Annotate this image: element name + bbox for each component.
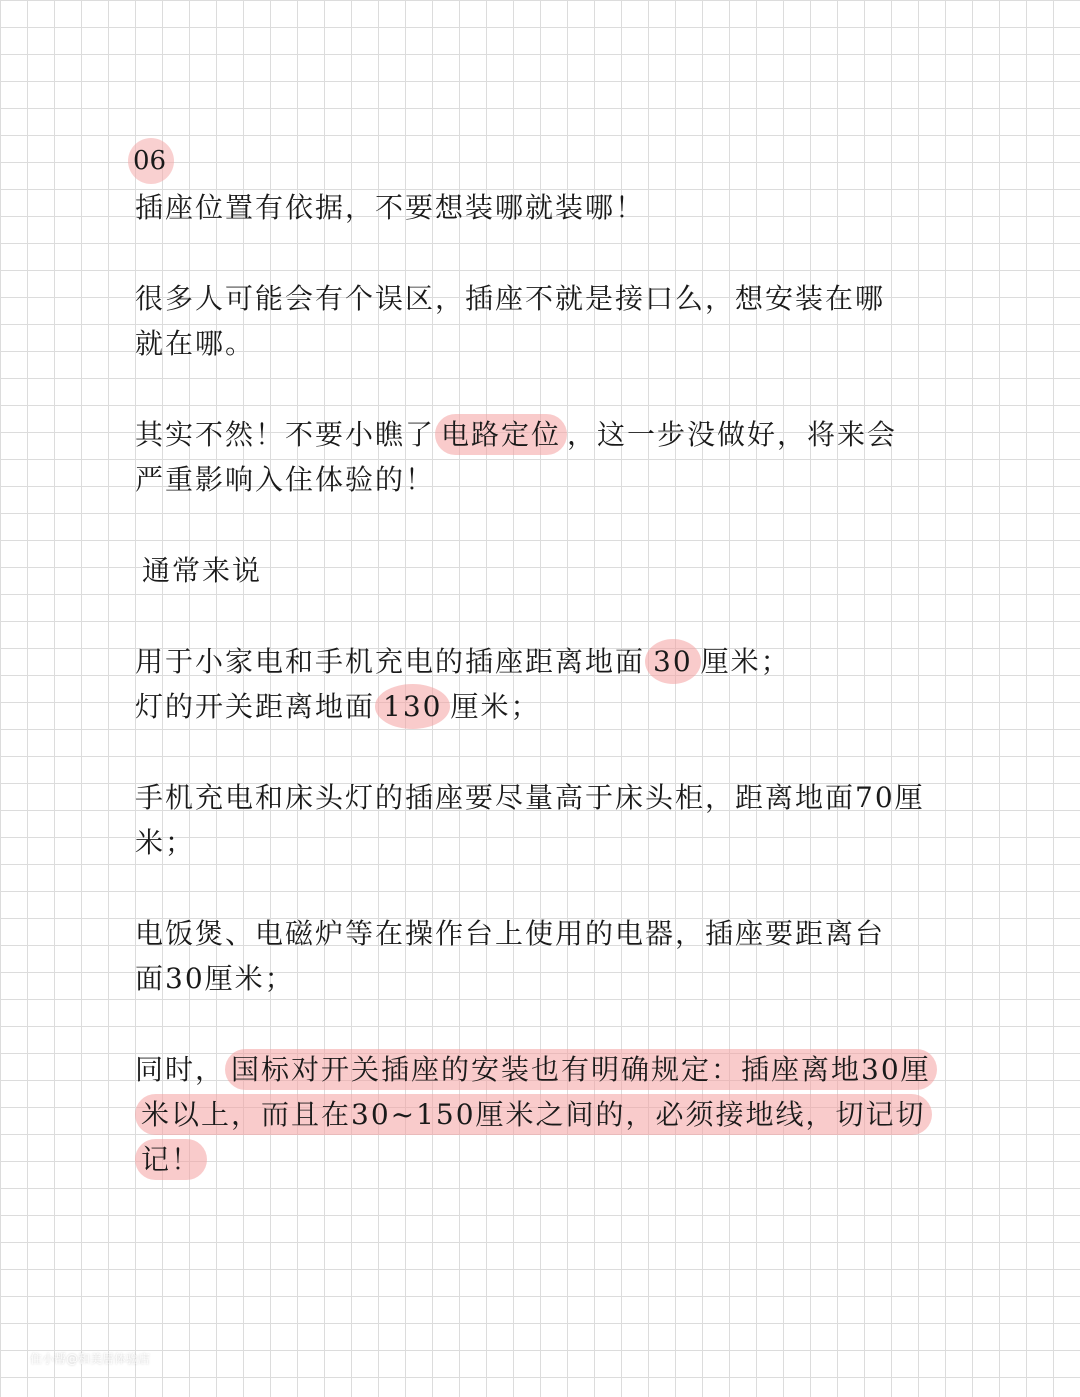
final-line3 <box>135 1140 207 1180</box>
watermark: 住小帮@和美居体验店 <box>30 1352 151 1366</box>
para1-line1: 很多人可能会有个误区，插座不就是接口么，想安装在哪 <box>135 282 886 315</box>
final-text-before: 同时， <box>135 1053 226 1086</box>
highlight-national-standard-3: 记！ <box>135 1139 207 1180</box>
rule2-unit: 厘米； <box>450 690 541 723</box>
para2-line2: 严重影响入住体验的！ <box>135 463 436 496</box>
rule2-text: 灯的开关距离地面 <box>135 690 376 723</box>
para2-line1 <box>135 415 897 455</box>
subheading: 通常来说 <box>142 554 263 587</box>
final-line1 <box>135 1050 937 1090</box>
heading: 插座位置有依据，不要想装哪就装哪！ <box>135 191 646 224</box>
highlight-circuit-positioning: 电路定位 <box>435 414 567 455</box>
final-line2 <box>135 1095 932 1135</box>
highlight-130: 130 <box>375 684 450 729</box>
section-number: 06 <box>133 146 167 176</box>
rule4-line2: 面30厘米； <box>135 962 295 995</box>
rule1-text: 用于小家电和手机充电的插座距离地面 <box>135 645 646 678</box>
para2-text-after: ，这一步没做好，将来会 <box>567 418 898 451</box>
highlight-national-standard-1: 国标对开关插座的安装也有明确规定：插座离地30厘 <box>225 1049 937 1090</box>
rule1 <box>135 642 791 682</box>
para2-text-before: 其实不然！不要小瞧了 <box>135 418 436 451</box>
para1-line2: 就在哪。 <box>135 327 256 360</box>
highlight-30: 30 <box>645 639 701 684</box>
rule4-line1: 电饭煲、电磁炉等在操作台上使用的电器，插座要距离台 <box>135 917 886 950</box>
rule1-unit: 厘米； <box>700 645 791 678</box>
rule3-line1: 手机充电和床头灯的插座要尽量高于床头柜，距离地面70厘 <box>135 781 925 814</box>
highlight-national-standard-2: 米以上，而且在30~150厘米之间的，必须接地线，切记切 <box>135 1094 932 1135</box>
rule3-line2: 米； <box>135 826 196 859</box>
rule2 <box>135 687 540 727</box>
